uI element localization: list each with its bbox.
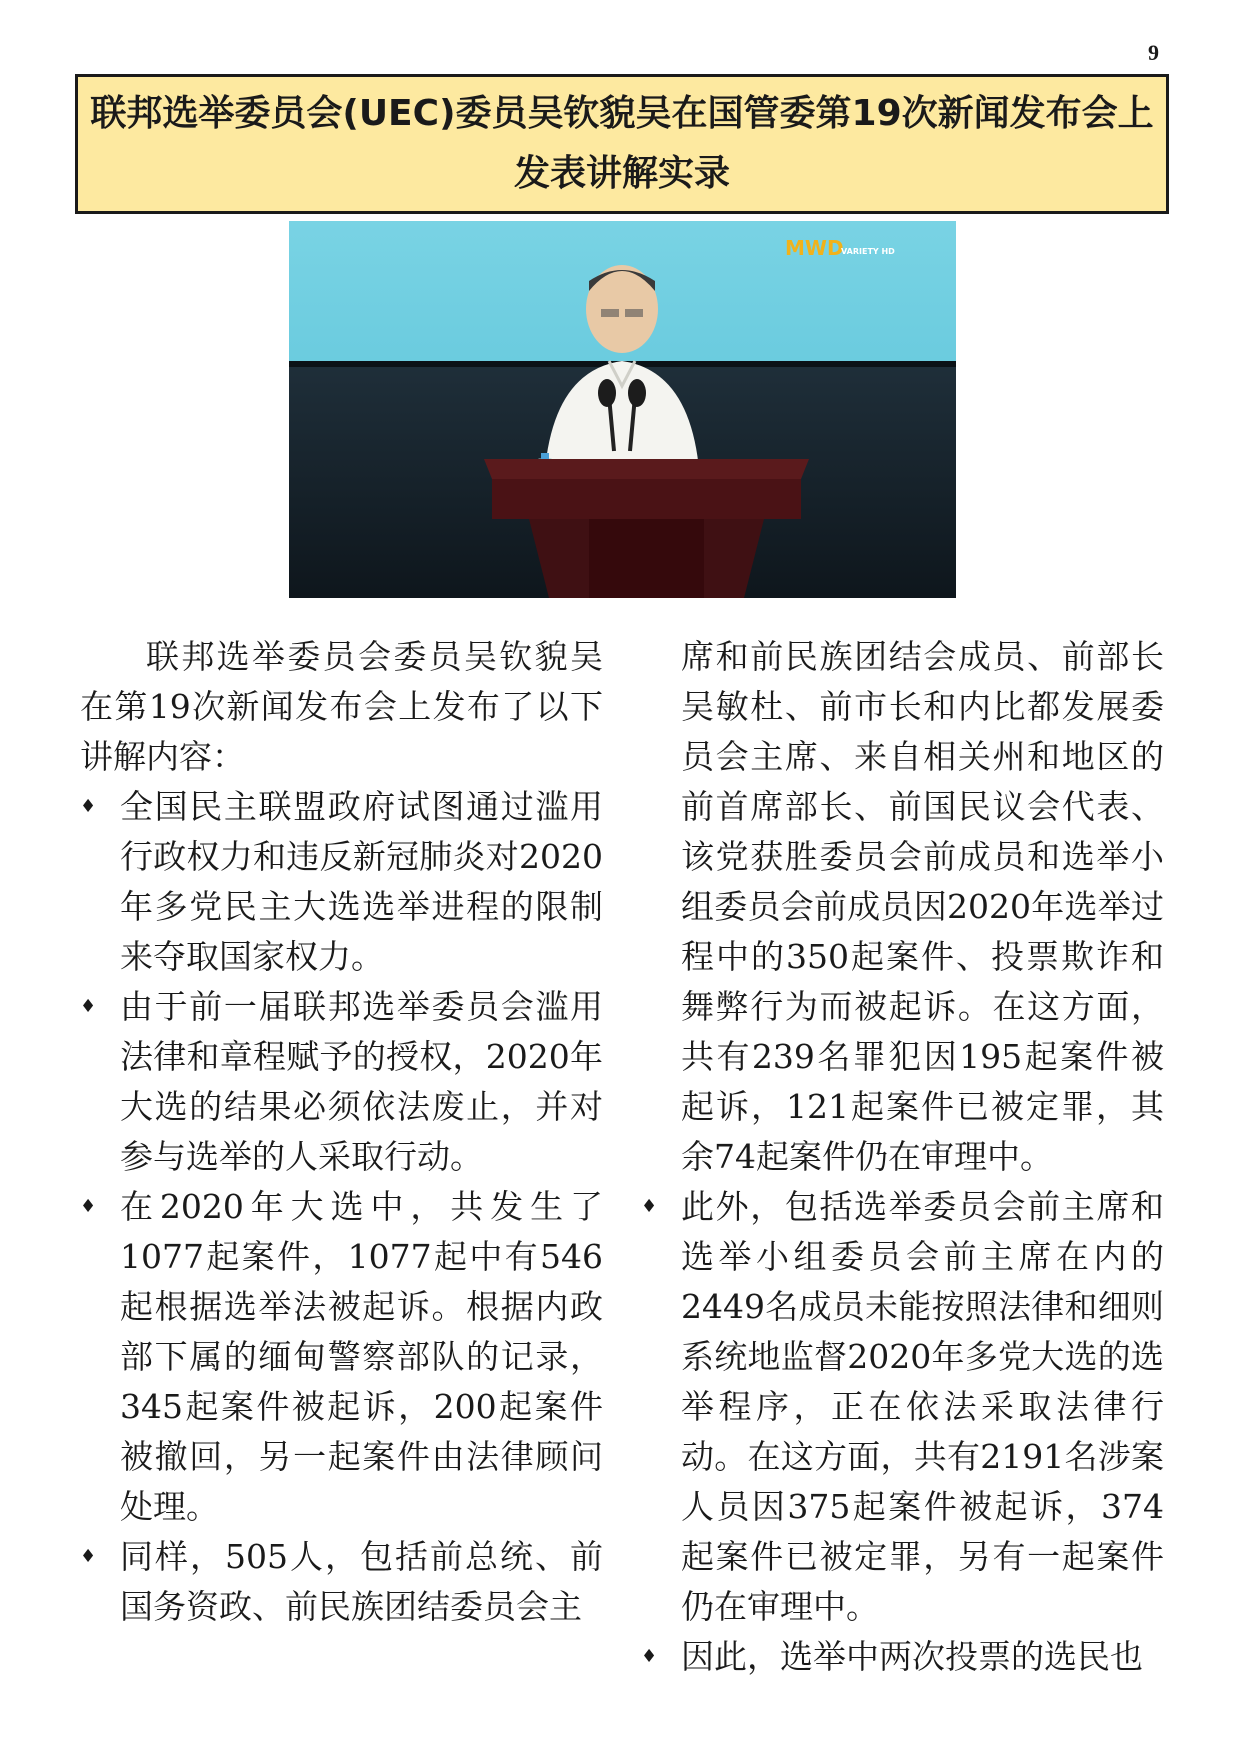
bullet-diamond-icon: ♦ [641,1646,658,1667]
list-item-text: 全国民主联盟政府试图通过滥用行政权力和违反新冠肺炎对2020年多党民主大选选举进程的限制来夺取国家权力。 [120,787,603,976]
speaker-photo-illustration [289,221,956,598]
bullet-diamond-icon: ♦ [80,1546,97,1567]
microphone-left [598,379,616,407]
list-item-text: 因此，选举中两次投票的选民也 [681,1637,1143,1676]
podium-top [484,459,809,479]
list-item [641,1632,1164,1682]
list-item [80,1182,603,1532]
right-column [641,632,1164,1682]
list-item [80,782,603,982]
page-number: 9 [1148,40,1159,65]
list-item-text: 同样，505人，包括前总统、前国务资政、前民族团结委员会主 [120,1537,603,1626]
speaker-photo [289,221,956,598]
list-item [80,982,603,1182]
intro-paragraph: 联邦选举委员会委员吴钦貌吴在第19次新闻发布会上发布了以下讲解内容： [80,637,603,776]
list-item [641,1182,1164,1632]
microphone-right [628,379,646,407]
left-column [80,632,603,1632]
title-banner [75,74,1169,214]
list-item [80,1532,603,1632]
list-item-text: 此外，包括选举委员会前主席和选举小组委员会前主席在内的2449名成员未能按照法律和细则系统地监督2020年多党大选的选举程序，正在依法采取法律行动。在这方面，共有2191名涉案人员因375起案件被起诉，374起案件已被定罪，另有一起案件仍在审理中。 [681,1187,1164,1626]
bullet-diamond-icon: ♦ [80,996,97,1017]
list-item-text: 由于前一届联邦选举委员会滥用法律和章程赋予的授权，2020年大选的结果必须依法废止，并对参与选举的人采取行动。 [120,987,603,1176]
tv-logo: MWD [785,236,844,260]
bullet-diamond-icon: ♦ [80,796,97,817]
bullet-diamond-icon: ♦ [80,1196,97,1217]
list-item-text: 在2020年大选中，共发生了1077起案件，1077起中有546起根据选举法被起诉。根据内政部下属的缅甸警察部队的记录，345起案件被起诉，200起案件被撤回，另一起案件由法律顾问处理。 [120,1187,603,1526]
bullet-diamond-icon: ♦ [641,1196,658,1217]
tv-logo-subtext: VARIETY HD [841,247,895,256]
continued-paragraph: 席和前民族团结会成员、前部长吴敏杜、前市长和内比都发展委员会主席、来自相关州和地区的前首席部长、前国民议会代表、该党获胜委员会前成员和选举小组委员会前成员因2020年选举过程中的350起案件、投票欺诈和舞弊行为而被起诉。在这方面，共有239名罪犯因195起案件被起诉，121起案件已被定罪，其余74起案件仍在审理中。 [681,637,1164,1176]
article-title: 联邦选举委员会(UEC)委员吴钦貌吴在国管委第19次新闻发布会上发表讲解实录 [90,93,1154,194]
